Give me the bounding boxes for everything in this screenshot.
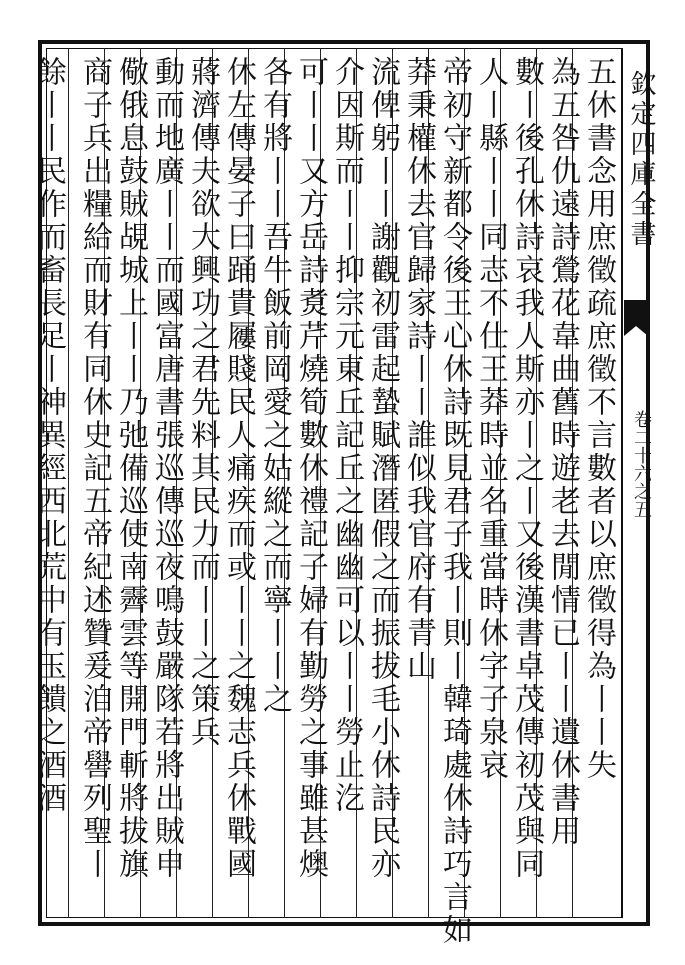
text-column-15: 商子兵出糧給而財有同休史記五帝紀述贊爰洎帝嚳列聖丨 — [77, 56, 112, 881]
text-column-3: 數丨後孔休詩哀我人斯亦丨之丨又後漢書卓茂傳初茂與同 — [509, 56, 544, 881]
text-column-1: 五休書念用庶徵疏庶徵不言數者以庶徵得為丨丨失 — [581, 56, 616, 782]
margin-book-title: 欽定四庫全書 — [626, 70, 656, 250]
text-column-14: 儆俄息鼓賊覘城上丨丨乃弛備巡使南霽雲等開門斬將拔旗 — [113, 56, 148, 881]
text-column-2: 為五咎仇遠詩鶯花韋曲舊時遊老去閒情已丨丨遺休書用 — [545, 56, 580, 848]
text-column-13: 動而地廣丨丨而國富唐書張巡傳巡夜鳴鼓嚴隊若將出賊申 — [149, 56, 184, 881]
text-column-12: 蔣濟傳夫欲大興功之君先料其民力而丨丨之策兵 — [185, 56, 220, 749]
text-column-5: 帝初守新都令後王心休詩既見君子我丨則丨韓琦處休詩巧言如 — [437, 56, 472, 947]
text-column-16: 餘丨丨民作而畜長足丨神異經西北荒中有玉饋之酒酒 — [31, 56, 66, 815]
fishtail-mark-icon — [624, 300, 648, 326]
text-column-9: 可丨丨又方岳詩煑芹燒筍數休禮記子婦有勤勞之事雖甚燠 — [293, 56, 328, 881]
margin-divider — [622, 48, 623, 918]
text-column-10: 各有將丨丨吾牛飯前岡愛之姑縱之而寧丨丨之 — [257, 56, 292, 716]
text-column-7: 流俾躬丨丨謝觀初雷起蟄賦潛匿假之而振拔毛小休詩民亦 — [365, 56, 400, 881]
text-column-8: 介因斯而丨丨抑宗元東丘記丘之幽幽可以丨丨勞止汔 — [329, 56, 364, 815]
text-column-4: 人丨縣丨丨同志不仕王莽時並名重當時休字子泉哀 — [473, 56, 508, 782]
margin-volume-label: 卷二十六之五 — [631, 410, 652, 518]
text-column-11: 休左傳晏子曰踊貴屨賤民人痛疾而或丨丨之魏志兵休戰國 — [221, 56, 256, 881]
text-column-6: 莽秉權休去官歸家詩丨丨誰似我官府有青山 — [401, 56, 436, 683]
